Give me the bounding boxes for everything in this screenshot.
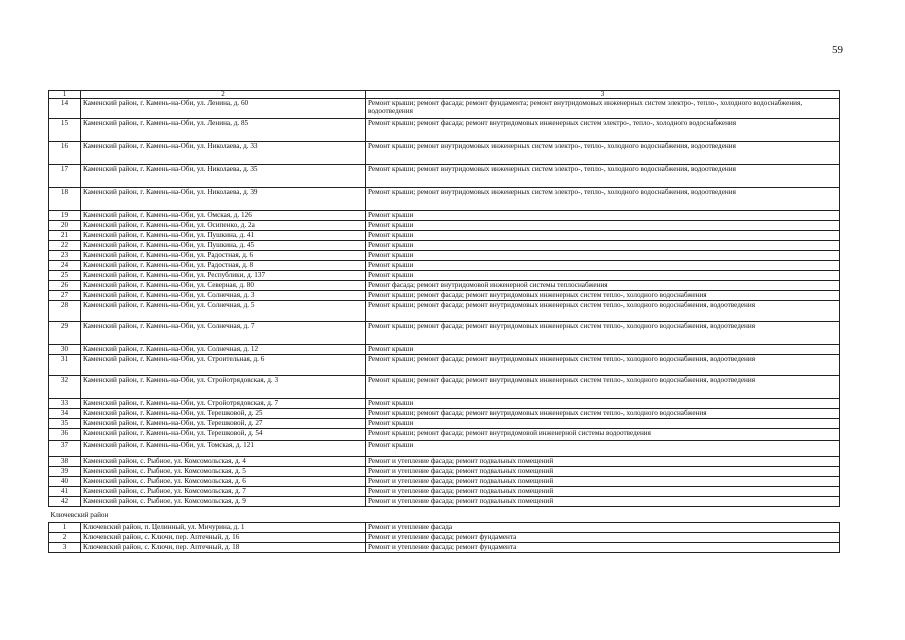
section-title: Ключевский район <box>49 507 840 523</box>
table-row <box>49 497 840 507</box>
address-cell: Каменский район, г. Камень-на-Оби, ул. Республики, д. 137 <box>81 271 366 281</box>
address-cell: Ключевский район, п. Целинный, ул. Мичурина, д. 1 <box>81 523 366 533</box>
table-row <box>49 376 840 399</box>
work-cell: Ремонт и утепление фасада; ремонт фундамента <box>366 543 840 553</box>
table-row <box>49 188 840 211</box>
header-col-1: 1 <box>49 91 81 99</box>
work-cell: Ремонт крыши; ремонт фасада; ремонт внутридомовых инженерных систем тепло-, холодного водоснабжения, водоотведения <box>366 355 840 376</box>
address-cell: Каменский район, с. Рыбное, ул. Комсомольская, д. 7 <box>81 487 366 497</box>
address-cell: Каменский район, г. Камень-на-Оби, ул. Стройотрядовская, д. 3 <box>81 376 366 399</box>
table-row <box>49 345 840 355</box>
address-cell: Каменский район, г. Камень-на-Оби, ул. Стройотрядовская, д. 7 <box>81 399 366 409</box>
row-number: 20 <box>49 221 81 231</box>
table-row <box>49 533 840 543</box>
table-row <box>49 142 840 165</box>
page-number: 59 <box>832 44 843 56</box>
row-number: 23 <box>49 251 81 261</box>
row-number: 2 <box>49 533 81 543</box>
address-cell: Каменский район, г. Камень-на-Оби, ул. Строительная, д. 6 <box>81 355 366 376</box>
table-row <box>49 457 840 467</box>
table-row <box>49 261 840 271</box>
table-row <box>49 221 840 231</box>
table-row <box>49 322 840 345</box>
table-row <box>49 477 840 487</box>
address-cell: Каменский район, г. Камень-на-Оби, ул. Ленина, д. 60 <box>81 99 366 119</box>
table-row <box>49 399 840 409</box>
row-number: 27 <box>49 291 81 301</box>
header-row <box>49 91 840 99</box>
table-row <box>49 119 840 142</box>
table-row <box>49 271 840 281</box>
address-cell: Ключевский район, с. Ключи, пер. Аптечный, д. 18 <box>81 543 366 553</box>
work-cell: Ремонт крыши <box>366 441 840 457</box>
section-header-row <box>49 507 840 523</box>
address-cell: Каменский район, г. Камень-на-Оби, ул. Омская, д. 126 <box>81 211 366 221</box>
address-cell: Каменский район, г. Камень-на-Оби, ул. Пушкина, д. 41 <box>81 231 366 241</box>
row-number: 17 <box>49 165 81 188</box>
work-cell: Ремонт и утепление фасада <box>366 523 840 533</box>
table-row <box>49 99 840 119</box>
row-number: 39 <box>49 467 81 477</box>
work-cell: Ремонт крыши; ремонт фасада; ремонт внутридомовых инженерных систем тепло-, холодного водоснабжения <box>366 291 840 301</box>
table-row <box>49 419 840 429</box>
work-cell: Ремонт крыши; ремонт внутридомовых инженерных систем электро-, тепло-, холодного водоснабжения, водоотведения <box>366 142 840 165</box>
work-cell: Ремонт и утепление фасада; ремонт подвальных помещений <box>366 477 840 487</box>
table-row <box>49 409 840 419</box>
address-cell: Каменский район, г. Камень-на-Оби, ул. Солнечная, д. 5 <box>81 301 366 322</box>
row-number: 26 <box>49 281 81 291</box>
work-cell: Ремонт крыши <box>366 345 840 355</box>
row-number: 32 <box>49 376 81 399</box>
table-row <box>49 523 840 533</box>
table-row <box>49 241 840 251</box>
address-cell: Каменский район, с. Рыбное, ул. Комсомольская, д. 9 <box>81 497 366 507</box>
table-row <box>49 251 840 261</box>
table-row <box>49 231 840 241</box>
header-col-3: 3 <box>366 91 840 99</box>
row-number: 3 <box>49 543 81 553</box>
address-cell: Каменский район, г. Камень-на-Оби, ул. Николаева, д. 35 <box>81 165 366 188</box>
row-number: 40 <box>49 477 81 487</box>
work-cell: Ремонт крыши <box>366 221 840 231</box>
address-cell: Каменский район, с. Рыбное, ул. Комсомольская, д. 5 <box>81 467 366 477</box>
row-number: 36 <box>49 429 81 441</box>
work-cell: Ремонт крыши <box>366 261 840 271</box>
table-row <box>49 291 840 301</box>
address-cell: Каменский район, с. Рыбное, ул. Комсомольская, д. 4 <box>81 457 366 467</box>
header-col-2: 2 <box>81 91 366 99</box>
row-number: 42 <box>49 497 81 507</box>
work-cell: Ремонт крыши <box>366 241 840 251</box>
table-row <box>49 467 840 477</box>
row-number: 37 <box>49 441 81 457</box>
row-number: 19 <box>49 211 81 221</box>
row-number: 25 <box>49 271 81 281</box>
row-number: 29 <box>49 322 81 345</box>
work-cell: Ремонт крыши <box>366 271 840 281</box>
address-cell: Каменский район, с. Рыбное, ул. Комсомольская, д. 6 <box>81 477 366 487</box>
work-cell: Ремонт крыши; ремонт фасада; ремонт внутридомовых инженерных систем тепло-, холодного водоснабжения, водоотведения <box>366 322 840 345</box>
row-number: 1 <box>49 523 81 533</box>
table-body <box>49 91 840 553</box>
address-cell: Каменский район, г. Камень-на-Оби, ул. Николаева, д. 33 <box>81 142 366 165</box>
address-cell: Каменский район, г. Камень-на-Оби, ул. Радостная, д. 6 <box>81 251 366 261</box>
work-cell: Ремонт крыши; ремонт фасада; ремонт внутридомовых инженерных систем тепло-, холодного водоснабжения <box>366 409 840 419</box>
table-row <box>49 301 840 322</box>
work-cell: Ремонт крыши <box>366 251 840 261</box>
row-number: 41 <box>49 487 81 497</box>
address-cell: Ключевский район, с. Ключи, пер. Аптечный, д. 16 <box>81 533 366 543</box>
address-cell: Каменский район, г. Камень-на-Оби, ул. Ленина, д. 85 <box>81 119 366 142</box>
row-number: 34 <box>49 409 81 419</box>
table-row <box>49 211 840 221</box>
work-cell: Ремонт крыши; ремонт фасада; ремонт внутридомовых инженерных систем тепло-, холодного водоснабжения, водоотведения <box>366 376 840 399</box>
row-number: 21 <box>49 231 81 241</box>
work-cell: Ремонт и утепление фасада; ремонт подвальных помещений <box>366 487 840 497</box>
work-cell: Ремонт и утепление фасада; ремонт подвальных помещений <box>366 457 840 467</box>
table-row <box>49 487 840 497</box>
work-cell: Ремонт фасада; ремонт внутридомовой инженерной системы теплоснабжения <box>366 281 840 291</box>
row-number: 30 <box>49 345 81 355</box>
row-number: 22 <box>49 241 81 251</box>
address-cell: Каменский район, г. Камень-на-Оби, ул. Терешковой, д. 25 <box>81 409 366 419</box>
work-cell: Ремонт крыши; ремонт фасада; ремонт внутридомовых инженерных систем тепло-, холодного водоснабжения, водоотведения <box>366 301 840 322</box>
repair-table <box>48 90 840 553</box>
table-row <box>49 281 840 291</box>
row-number: 38 <box>49 457 81 467</box>
row-number: 33 <box>49 399 81 409</box>
address-cell: Каменский район, г. Камень-на-Оби, ул. Радостная, д. 8 <box>81 261 366 271</box>
work-cell: Ремонт крыши <box>366 211 840 221</box>
row-number: 18 <box>49 188 81 211</box>
row-number: 24 <box>49 261 81 271</box>
work-cell: Ремонт крыши <box>366 419 840 429</box>
work-cell: Ремонт и утепление фасада; ремонт фундамента <box>366 533 840 543</box>
table-row <box>49 543 840 553</box>
work-cell: Ремонт крыши; ремонт фасада; ремонт внутридомовых инженерных систем электро-, тепло-, холодного водоснабжения <box>366 119 840 142</box>
address-cell: Каменский район, г. Камень-на-Оби, ул. Солнечная, д. 12 <box>81 345 366 355</box>
table-row <box>49 165 840 188</box>
work-cell: Ремонт и утепление фасада; ремонт подвальных помещений <box>366 497 840 507</box>
row-number: 15 <box>49 119 81 142</box>
work-cell: Ремонт крыши; ремонт фасада; ремонт фундамента; ремонт внутридомовых инженерных систем электро-, тепло-, холодного водоснабжения, водоотведения <box>366 99 840 119</box>
work-cell: Ремонт крыши; ремонт фасада; ремонт внутридомовой инженерной системы водоотведения <box>366 429 840 441</box>
address-cell: Каменский район, г. Камень-на-Оби, ул. Солнечная, д. 7 <box>81 322 366 345</box>
row-number: 14 <box>49 99 81 119</box>
address-cell: Каменский район, г. Камень-на-Оби, ул. Терешковой, д. 27 <box>81 419 366 429</box>
work-cell: Ремонт крыши <box>366 399 840 409</box>
address-cell: Каменский район, г. Камень-на-Оби, ул. Томская, д. 121 <box>81 441 366 457</box>
address-cell: Каменский район, г. Камень-на-Оби, ул. Николаева, д. 39 <box>81 188 366 211</box>
work-cell: Ремонт крыши; ремонт внутридомовых инженерных систем электро-, тепло-, холодного водоснабжения, водоотведения <box>366 165 840 188</box>
address-cell: Каменский район, г. Камень-на-Оби, ул. Терешковой, д. 54 <box>81 429 366 441</box>
row-number: 16 <box>49 142 81 165</box>
address-cell: Каменский район, г. Камень-на-Оби, ул. Солнечная, д. 3 <box>81 291 366 301</box>
table-row <box>49 355 840 376</box>
address-cell: Каменский район, г. Камень-на-Оби, ул. Северная, д. 80 <box>81 281 366 291</box>
row-number: 35 <box>49 419 81 429</box>
table-row <box>49 441 840 457</box>
address-cell: Каменский район, г. Камень-на-Оби, ул. Пушкина, д. 45 <box>81 241 366 251</box>
address-cell: Каменский район, г. Камень-на-Оби, ул. Осипенко, д. 2а <box>81 221 366 231</box>
work-cell: Ремонт и утепление фасада; ремонт подвальных помещений <box>366 467 840 477</box>
row-number: 31 <box>49 355 81 376</box>
work-cell: Ремонт крыши; ремонт внутридомовых инженерных систем электро-, тепло-, холодного водоснабжения, водоотведения <box>366 188 840 211</box>
row-number: 28 <box>49 301 81 322</box>
work-cell: Ремонт крыши <box>366 231 840 241</box>
table-row <box>49 429 840 441</box>
